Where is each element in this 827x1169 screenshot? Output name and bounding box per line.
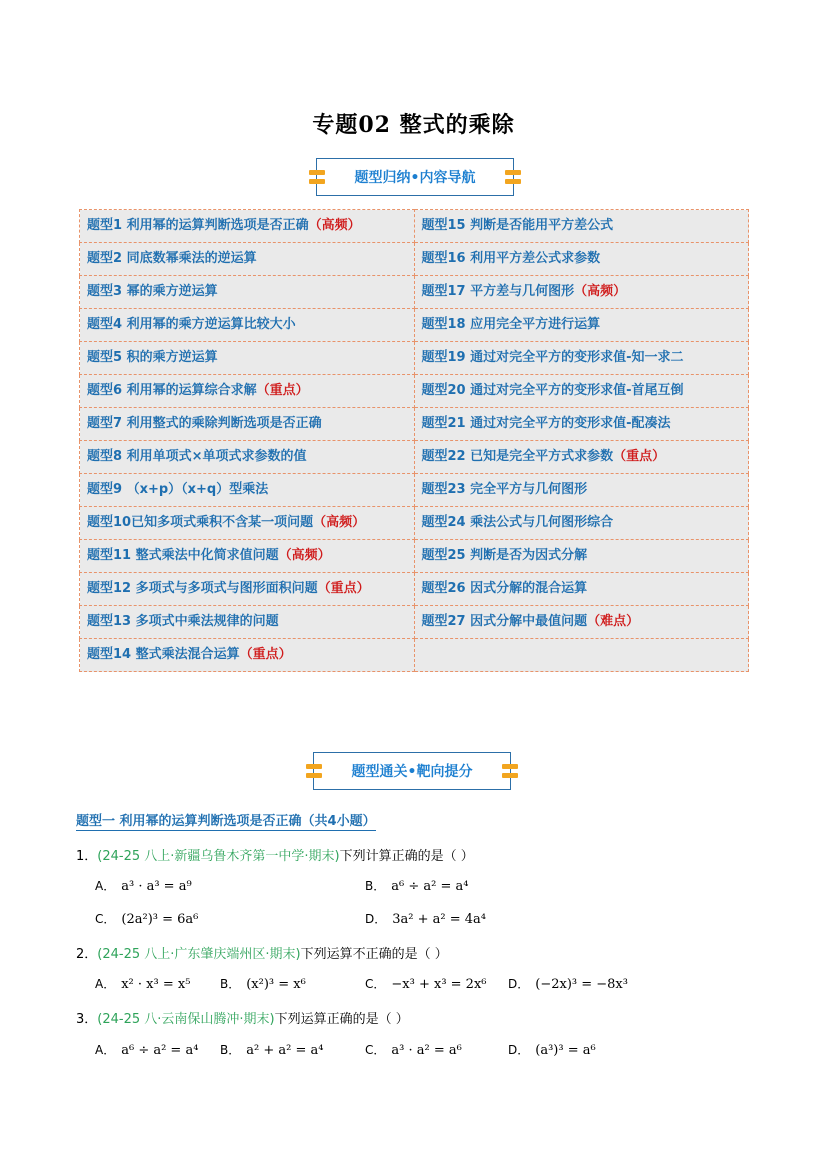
- nav-topic-item[interactable]: [80, 606, 415, 639]
- nav-topic-item[interactable]: [80, 639, 415, 672]
- option-d: D． 3a² + a² = 4a⁴: [365, 912, 486, 927]
- nav-topic-item[interactable]: [80, 540, 415, 573]
- question-number: 1．: [76, 849, 98, 864]
- nav-row: [80, 540, 749, 573]
- practice-badge: [313, 752, 511, 790]
- nav-topic-label: 题型17 平方差与几何图形: [421, 284, 575, 299]
- nav-topic-item[interactable]: [414, 408, 749, 441]
- nav-row: [80, 309, 749, 342]
- option-d: D． (a³)³ = a⁶: [508, 1043, 596, 1058]
- nav-topic-label: 题型12 多项式与多项式与图形面积问题: [87, 581, 318, 596]
- nav-topic-item[interactable]: [80, 309, 415, 342]
- nav-topic-label: 题型1 利用幂的运算判断选项是否正确: [87, 218, 309, 233]
- nav-row: [80, 606, 749, 639]
- option-a: A． x² · x³ = x⁵: [95, 977, 191, 992]
- nav-topic-tag: （重点）: [613, 449, 666, 464]
- question-source: (24-25 八上·广东肇庆端州区·期末): [97, 947, 301, 962]
- nav-topic-item[interactable]: [414, 243, 749, 276]
- nav-topic-label: 题型26 因式分解的混合运算: [421, 581, 588, 596]
- nav-topic-tag: （重点）: [239, 647, 292, 662]
- nav-topic-label: 题型15 判断是否能用平方差公式: [421, 218, 614, 233]
- nav-topic-label: 题型9 （x+p）（x+q）型乘法: [87, 482, 269, 497]
- equals-decor-icon: [309, 168, 325, 186]
- question-number: 3．: [76, 1012, 98, 1027]
- nav-topic-label: 题型8 利用单项式×单项式求参数的值: [87, 449, 307, 464]
- question-2: [76, 943, 448, 962]
- nav-topic-item[interactable]: [414, 573, 749, 606]
- question-stem: 下列运算不正确的是（ ）: [300, 947, 448, 962]
- nav-topic-item[interactable]: [414, 309, 749, 342]
- nav-topic-item[interactable]: [414, 540, 749, 573]
- option-a: A． a⁶ ÷ a² = a⁴: [95, 1043, 199, 1058]
- nav-row: [80, 243, 749, 276]
- nav-topic-item[interactable]: [80, 375, 415, 408]
- nav-row: [80, 408, 749, 441]
- nav-topic-item[interactable]: [80, 507, 415, 540]
- nav-topic-label: 题型7 利用整式的乘除判断选项是否正确: [87, 416, 322, 431]
- question-3: [76, 1008, 409, 1027]
- nav-topic-item[interactable]: [414, 276, 749, 309]
- question-source: (24-25 八上·新疆乌鲁木齐第一中学·期末): [97, 849, 340, 864]
- nav-topic-item[interactable]: [80, 342, 415, 375]
- nav-topic-tag: （重点）: [256, 383, 309, 398]
- nav-row: [80, 441, 749, 474]
- nav-topic-item[interactable]: [414, 606, 749, 639]
- nav-row: [80, 276, 749, 309]
- nav-topic-tag: （高频）: [574, 284, 627, 299]
- nav-row: [80, 474, 749, 507]
- nav-topic-label: 题型6 利用幂的运算综合求解: [87, 383, 257, 398]
- section-heading: 题型一 利用幂的运算判断选项是否正确（共4小题）: [76, 810, 376, 831]
- topic-navigation-table: [79, 209, 749, 672]
- question-source: (24-25 八·云南保山腾冲·期末): [97, 1012, 275, 1027]
- nav-topic-item[interactable]: [414, 210, 749, 243]
- nav-topic-item[interactable]: [414, 474, 749, 507]
- nav-badge-label: 题型归纳•内容导航: [354, 170, 476, 186]
- nav-topic-label: 题型20 通过对完全平方的变形求值-首尾互倒: [421, 383, 684, 398]
- option-b: B． a² + a² = a⁴: [220, 1043, 324, 1058]
- nav-topic-label: 题型16 利用平方差公式求参数: [421, 251, 601, 266]
- nav-topic-label: 题型19 通过对完全平方的变形求值-知一求二: [421, 350, 684, 365]
- nav-topic-label: 题型4 利用幂的乘方逆运算比较大小: [87, 317, 296, 332]
- nav-topic-item[interactable]: [414, 507, 749, 540]
- nav-topic-item[interactable]: [414, 375, 749, 408]
- nav-topic-item[interactable]: [80, 441, 415, 474]
- question-stem: 下列计算正确的是（ ）: [339, 849, 474, 864]
- option-b: B． (x²)³ = x⁶: [220, 977, 306, 992]
- nav-topic-item[interactable]: [80, 573, 415, 606]
- page-title: 专题02 整式的乘除: [312, 112, 515, 138]
- nav-topic-tag: （高频）: [308, 218, 361, 233]
- equals-decor-icon: [505, 168, 521, 186]
- nav-topic-label: 题型18 应用完全平方进行运算: [421, 317, 601, 332]
- nav-topic-label: 题型11 整式乘法中化简求值问题: [87, 548, 279, 563]
- option-b: B． a⁶ ÷ a² = a⁴: [365, 879, 469, 894]
- nav-topic-item[interactable]: [414, 639, 749, 672]
- nav-topic-label: 题型14 整式乘法混合运算: [87, 647, 240, 662]
- nav-row: [80, 507, 749, 540]
- option-c: C． −x³ + x³ = 2x⁶: [365, 977, 487, 992]
- option-c: C． (2a²)³ = 6a⁶: [95, 912, 199, 927]
- nav-topic-label: 题型5 积的乘方逆运算: [87, 350, 218, 365]
- nav-topic-label: 题型13 多项式中乘法规律的问题: [87, 614, 279, 629]
- nav-topic-label: 题型21 通过对完全平方的变形求值-配凑法: [421, 416, 671, 431]
- nav-row: [80, 375, 749, 408]
- nav-topic-item[interactable]: [80, 474, 415, 507]
- nav-topic-tag: （重点）: [317, 581, 370, 596]
- nav-badge: [316, 158, 514, 196]
- question-number: 2．: [76, 947, 98, 962]
- question-1: [76, 845, 474, 864]
- nav-topic-tag: （高频）: [278, 548, 331, 563]
- question-stem: 下列运算正确的是（ ）: [274, 1012, 409, 1027]
- nav-topic-item[interactable]: [414, 342, 749, 375]
- nav-topic-tag: （难点）: [587, 614, 640, 629]
- nav-topic-tag: （高频）: [313, 515, 366, 530]
- nav-topic-label: 题型27 因式分解中最值问题: [421, 614, 588, 629]
- nav-topic-label: 题型22 已知是完全平方式求参数: [421, 449, 614, 464]
- nav-topic-label: 题型10已知多项式乘积不含某一项问题: [87, 515, 314, 530]
- nav-topic-item[interactable]: [80, 408, 415, 441]
- nav-row: [80, 639, 749, 672]
- nav-topic-item[interactable]: [80, 210, 415, 243]
- nav-topic-label: 题型24 乘法公式与几何图形综合: [421, 515, 614, 530]
- nav-topic-item[interactable]: [80, 243, 415, 276]
- practice-badge-label: 题型通关•靶向提分: [351, 764, 473, 780]
- nav-topic-label: 题型25 判断是否为因式分解: [421, 548, 588, 563]
- nav-row: [80, 210, 749, 243]
- nav-topic-label: 题型3 幂的乘方逆运算: [87, 284, 218, 299]
- nav-topic-item[interactable]: [414, 441, 749, 474]
- option-a: A． a³ · a³ = a⁹: [95, 879, 192, 894]
- equals-decor-icon: [502, 762, 518, 780]
- nav-row: [80, 342, 749, 375]
- nav-topic-label: 题型23 完全平方与几何图形: [421, 482, 588, 497]
- nav-topic-label: 题型2 同底数幂乘法的逆运算: [87, 251, 257, 266]
- option-d: D． (−2x)³ = −8x³: [508, 977, 628, 992]
- nav-topic-item[interactable]: [80, 276, 415, 309]
- equals-decor-icon: [306, 762, 322, 780]
- nav-row: [80, 573, 749, 606]
- option-c: C． a³ · a² = a⁶: [365, 1043, 462, 1058]
